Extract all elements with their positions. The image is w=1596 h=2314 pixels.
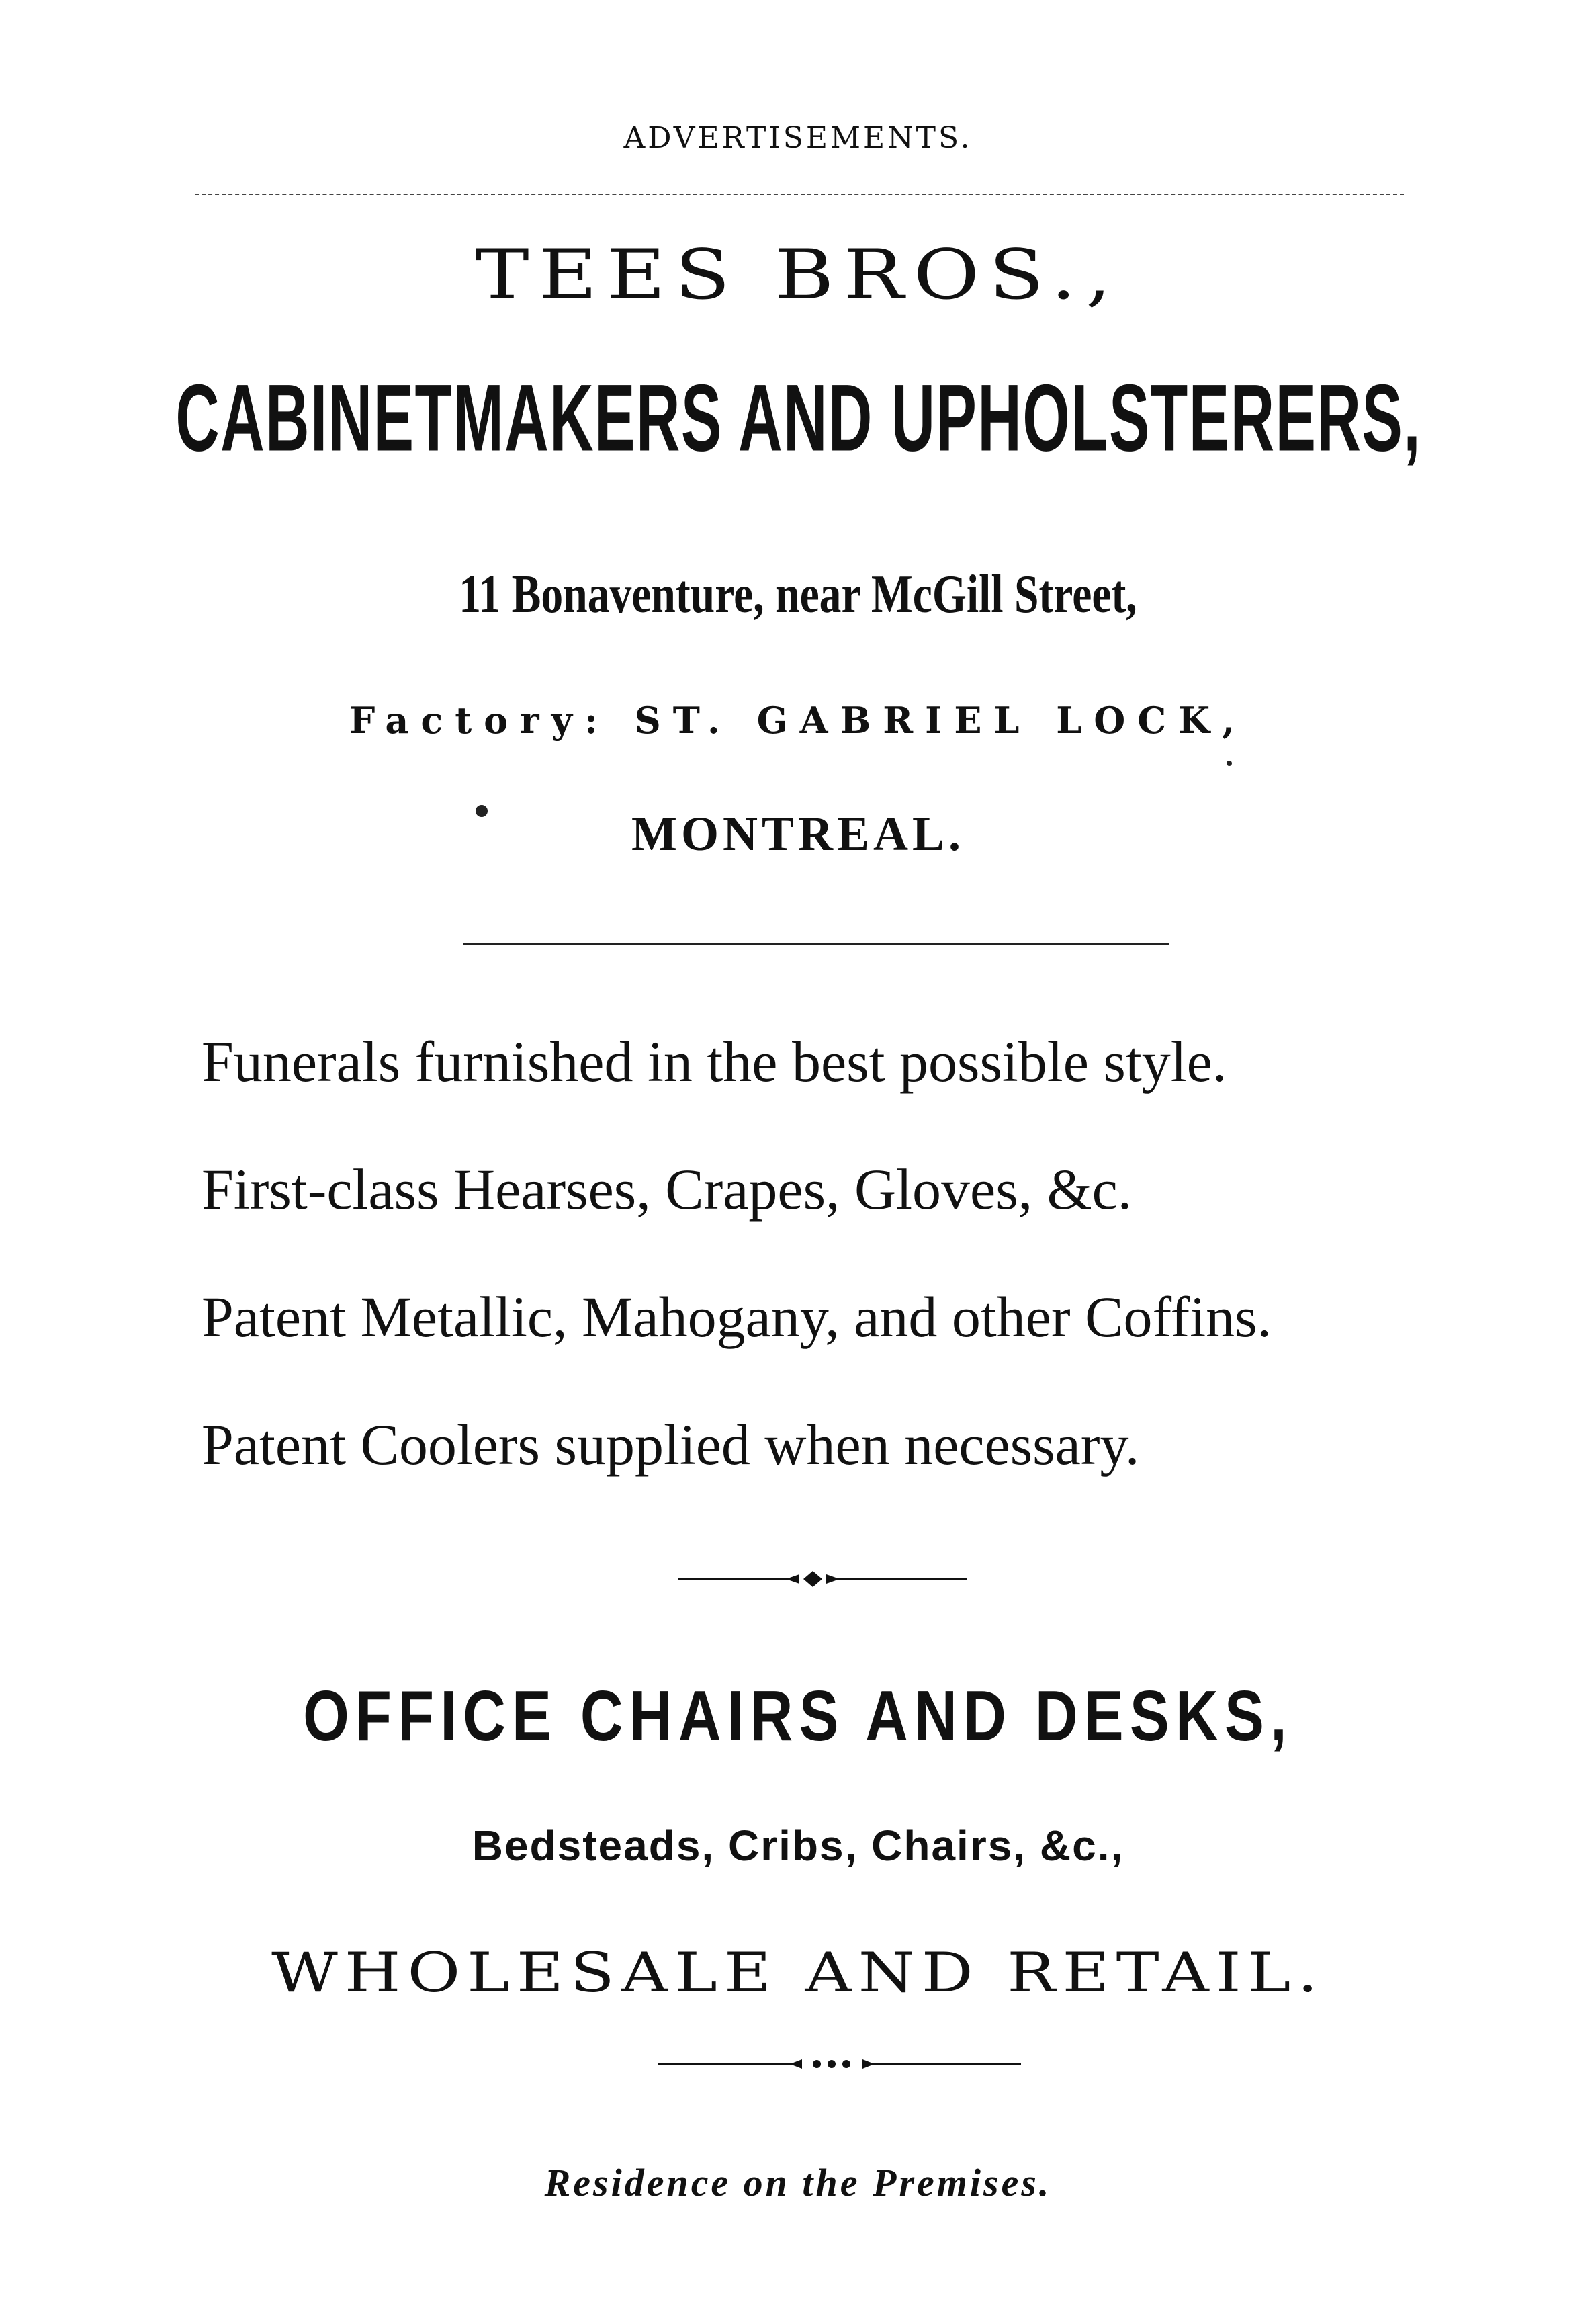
ornamental-divider bbox=[678, 1566, 967, 1592]
ornamental-divider bbox=[658, 2051, 1021, 2077]
running-head: ADVERTISEMENTS. bbox=[623, 121, 973, 155]
service-line: Funerals furnished in the best possible style. bbox=[202, 1029, 1227, 1094]
trade-heading: CABINETMAKERS AND UPHOLSTERERS, bbox=[175, 364, 1422, 472]
office-heading: OFFICE CHAIRS AND DESKS, bbox=[303, 1676, 1293, 1756]
address: 11 Bonaventure, near McGill Street, bbox=[459, 565, 1137, 624]
firm-name: TEES BROS., bbox=[475, 235, 1121, 315]
city: MONTREAL. bbox=[631, 807, 965, 861]
service-line: Patent Coolers supplied when necessary. bbox=[202, 1412, 1140, 1477]
factory-location: Factory: ST. GABRIEL LOCK, bbox=[349, 699, 1247, 742]
service-line: First-class Hearses, Crapes, Gloves, &c. bbox=[202, 1157, 1133, 1222]
ink-speck bbox=[1227, 761, 1232, 766]
office-items: Bedsteads, Cribs, Chairs, &c., bbox=[472, 1822, 1124, 1870]
wholesale-retail: WHOLESALE AND RETAIL. bbox=[271, 1940, 1325, 2005]
section-rule bbox=[463, 943, 1169, 945]
top-rule bbox=[195, 194, 1404, 195]
residence-note: Residence on the Premises. bbox=[544, 2161, 1052, 2204]
service-line: Patent Metallic, Mahogany, and other Coffins. bbox=[202, 1285, 1272, 1349]
